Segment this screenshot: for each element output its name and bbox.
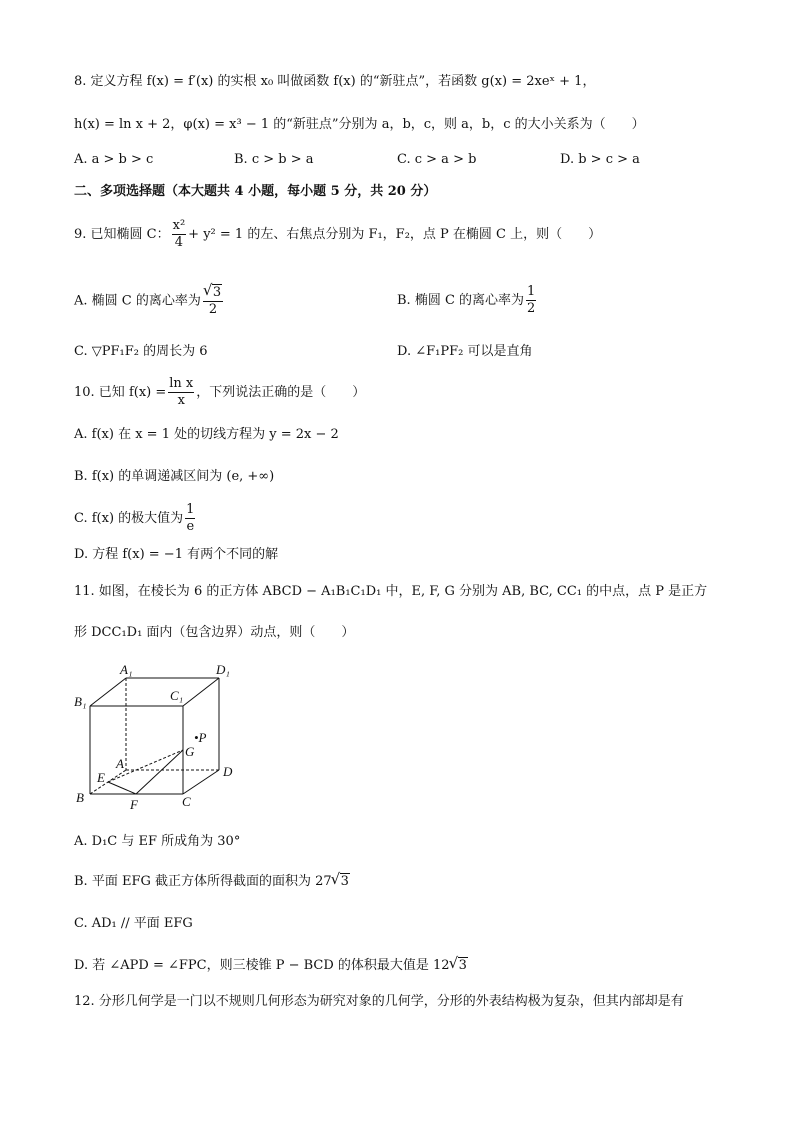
edge-c-d: [183, 770, 219, 794]
q10-frac-num: ln x: [169, 376, 194, 391]
q10-stem-prefix: 10. 已知 f(x) =: [74, 385, 167, 400]
section-heading: 二、多项选择题（本大题共 4 小题，每小题 5 分，共 20 分）: [74, 184, 437, 199]
q9-option-b: [397, 284, 538, 317]
q11-option-d: [74, 956, 468, 976]
label-f: F: [130, 797, 138, 812]
label-a: A: [116, 756, 124, 771]
segment-e-f: [108, 782, 136, 794]
q8-line1: 8. 定义方程 f(x) = f′(x) 的实根 x₀ 叫做函数 f(x) 的“新驻点”，若函数 g(x) = 2xeˣ + 1，: [74, 74, 596, 89]
q11-option-d-prefix: D. 若 ∠APD = ∠FPC，则三棱锥 P − BCD 的体积最大值是 12: [74, 958, 450, 973]
q8-option-c: C. c > a > b: [397, 152, 477, 167]
q10-option-d: D. 方程 f(x) = −1 有两个不同的解: [74, 547, 279, 562]
q9-option-b-num: 1: [527, 284, 536, 299]
cube-figure: [70, 660, 250, 812]
q9-frac-num: x²: [172, 218, 186, 233]
segment-f-g: [136, 750, 183, 794]
q10-option-c-num: 1: [186, 502, 195, 517]
q9-option-a-fraction: [203, 284, 223, 318]
q11-option-c: C. AD₁ // 平面 EFG: [74, 916, 193, 931]
q8-option-d: D. b > c > a: [560, 152, 640, 167]
q10-frac-den: x: [177, 393, 185, 408]
label-c1: C₁: [170, 688, 184, 703]
q9-option-c: C. ▽PF₁F₂ 的周长为 6: [74, 344, 208, 359]
q9-option-a-prefix: A. 椭圆 C 的离心率为: [74, 293, 201, 309]
q11-line1: 11. 如图，在棱长为 6 的正方体 ABCD − A₁B₁C₁D₁ 中，E, F, G 分别为 AB, BC, CC₁ 的中点，点 P 是正方: [74, 584, 708, 599]
label-b: B: [76, 790, 84, 805]
q10-option-c-den: e: [186, 519, 195, 534]
q9-option-a-radicand: √ 3: [212, 284, 222, 301]
q9-stem-prefix: 9. 已知椭圆 C：: [74, 227, 170, 242]
q11-option-d-radicand: √ 3: [458, 957, 468, 974]
q11-option-b-prefix: B. 平面 EFG 截正方体所得截面的面积为 27: [74, 874, 332, 889]
q10-option-a: A. f(x) 在 x = 1 处的切线方程为 y = 2x − 2: [74, 427, 339, 442]
label-d1: D₁: [216, 662, 230, 677]
q11-line2: 形 DCC₁D₁ 面内（包含边界）动点，则（ ）: [74, 625, 355, 640]
label-c: C: [182, 794, 191, 809]
q10-stem: [74, 376, 365, 409]
q9-option-a-den: 2: [208, 302, 218, 317]
label-p: •P: [194, 730, 207, 745]
q9-frac-den: 4: [174, 235, 184, 250]
q9-option-b-prefix: B. 椭圆 C 的离心率为: [397, 293, 525, 308]
q9-stem: [74, 218, 601, 251]
q8-line2: h(x) = ln x + 2，φ(x) = x³ − 1 的“新驻点”分别为 a，b，c，则 a，b，c 的大小关系为（ ）: [74, 117, 645, 132]
q9-option-a: [74, 284, 225, 318]
q11-option-a: A. D₁C 与 EF 所成角为 30°: [74, 834, 241, 849]
q9-fraction: [172, 218, 187, 251]
q11-option-b: [74, 872, 350, 892]
label-b1: B₁: [74, 694, 87, 709]
label-e: E: [97, 770, 105, 785]
q11-option-b-radicand: √ 3: [340, 873, 350, 890]
q12-line1: 12. 分形几何学是一门以不规则几何形态为研究对象的几何学，分形的外表结构极为复杂，但其内部却是有: [74, 994, 684, 1009]
edge-d1-c1: [183, 678, 219, 706]
edge-b1-a1: [90, 678, 126, 706]
q10-option-c-fraction: [185, 502, 195, 535]
q9-option-b-fraction: [526, 284, 536, 317]
q8-option-a: A. a > b > c: [74, 152, 154, 167]
label-a1: A₁: [120, 662, 133, 677]
q10-stem-suffix: ，下列说法正确的是（ ）: [196, 385, 366, 400]
q9-stem-suffix: + y² = 1 的左、右焦点分别为 F₁，F₂，点 P 在椭圆 C 上，则（ ）: [188, 227, 602, 242]
q10-option-c-prefix: C. f(x) 的极大值为: [74, 511, 184, 526]
q10-option-c: [74, 502, 197, 535]
q10-fraction: [168, 376, 194, 409]
q8-option-b: B. c > b > a: [234, 152, 314, 167]
q9-option-b-den: 2: [527, 301, 536, 316]
q10-option-b: B. f(x) 的单调递减区间为 (e, +∞): [74, 469, 275, 484]
q9-option-d: D. ∠F₁PF₂ 可以是直角: [397, 344, 533, 359]
label-g: G: [185, 744, 195, 759]
label-d: D: [223, 764, 233, 779]
